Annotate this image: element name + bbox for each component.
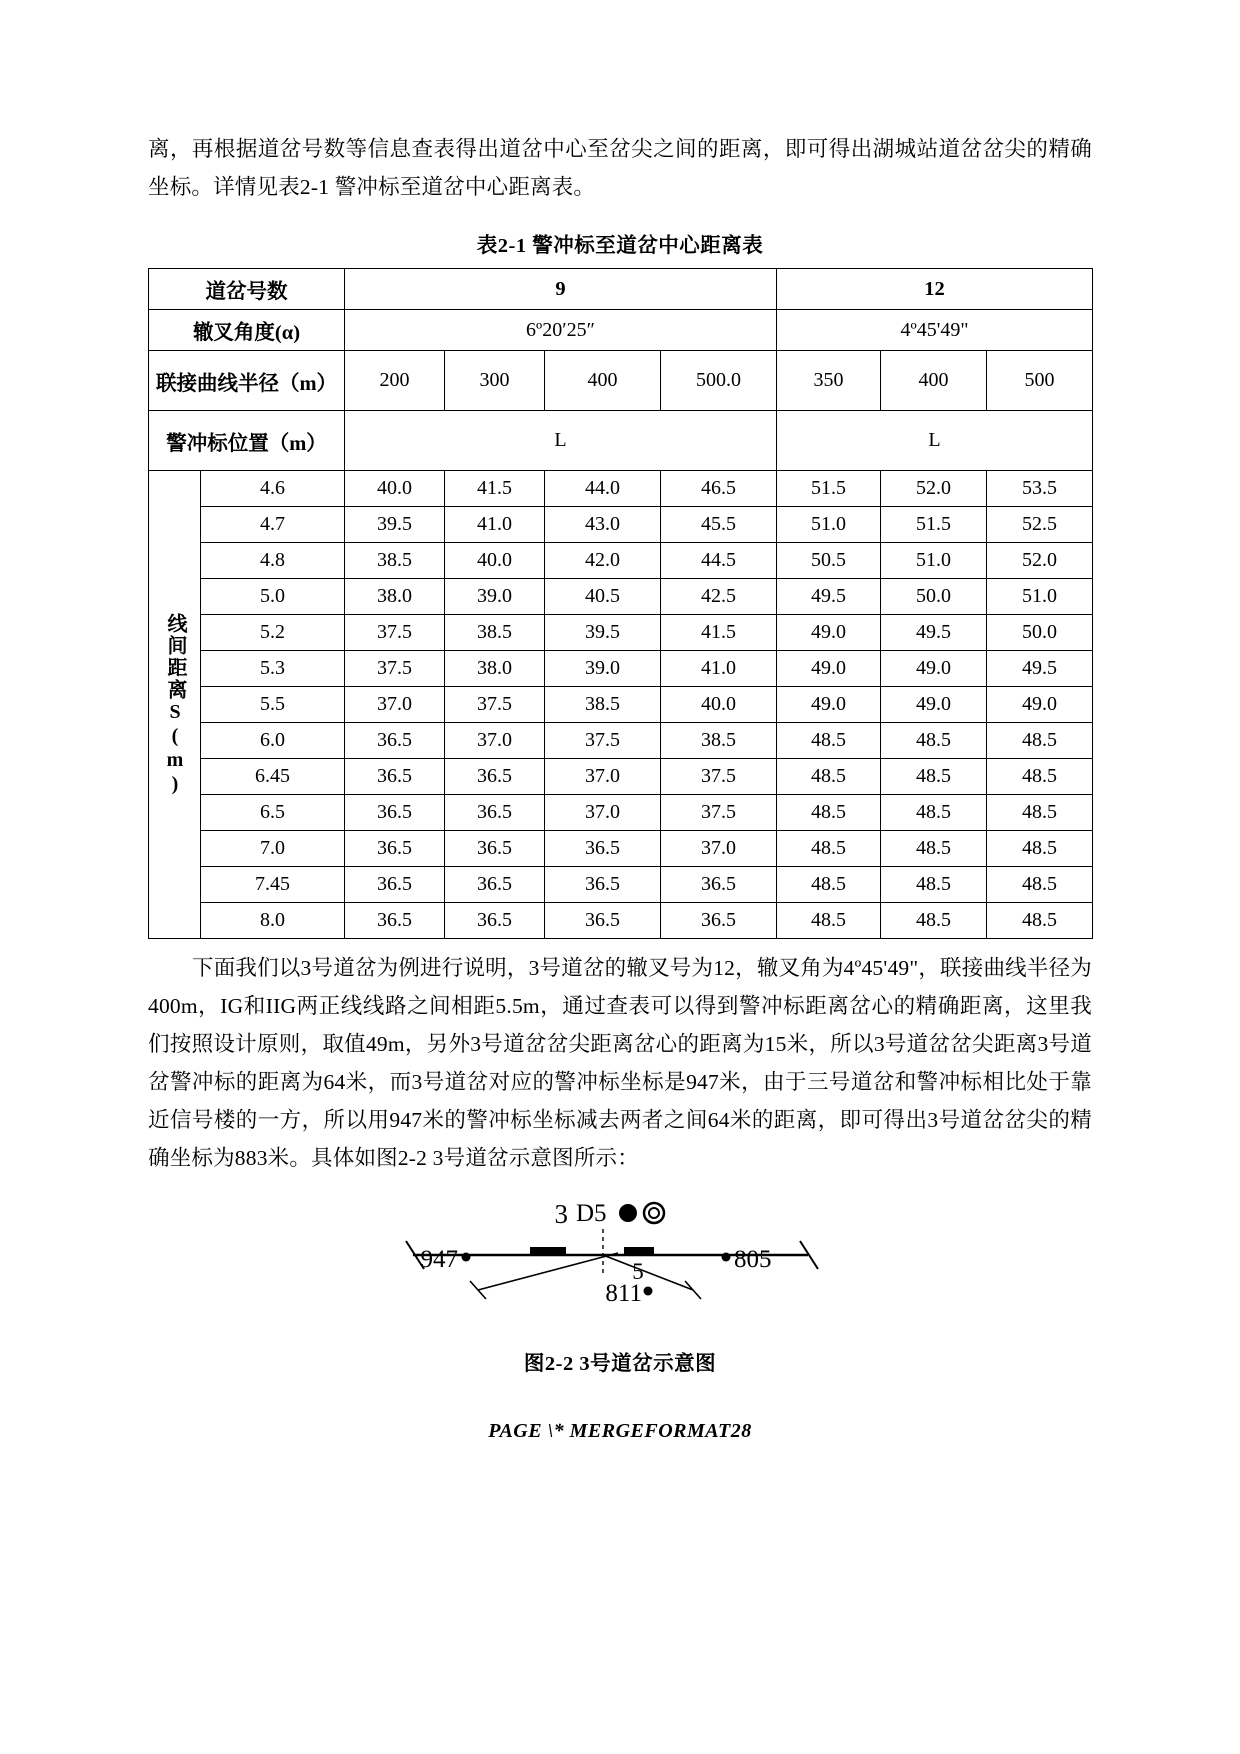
cell-value: 39.0 — [445, 579, 545, 615]
header-radius-400b: 400 — [881, 351, 987, 411]
cell-value: 48.5 — [987, 903, 1093, 939]
cell-value: 40.0 — [445, 543, 545, 579]
cell-value: 48.5 — [777, 795, 881, 831]
cell-value: 36.5 — [445, 795, 545, 831]
header-label-frog-angle: 辙叉角度(α) — [149, 310, 345, 351]
cell-value: 48.5 — [881, 831, 987, 867]
cell-value: 41.0 — [661, 651, 777, 687]
label-coordinate-811: 811 — [605, 1280, 642, 1307]
cell-value: 44.5 — [661, 543, 777, 579]
table-row — [149, 867, 1093, 903]
cell-value: 36.5 — [445, 903, 545, 939]
cell-value: 39.0 — [545, 651, 661, 687]
header-radius-200: 200 — [345, 351, 445, 411]
cell-s: 4.8 — [201, 543, 345, 579]
cell-value: 51.5 — [777, 471, 881, 507]
cell-value: 38.5 — [661, 723, 777, 759]
cell-value: 36.5 — [345, 723, 445, 759]
table-row — [149, 687, 1093, 723]
figure-caption: 图2-2 3号道岔示意图 — [523, 1353, 717, 1375]
signal-circle-inner — [649, 1208, 659, 1218]
cell-value: 52.5 — [987, 507, 1093, 543]
header-radius-500: 500 — [987, 351, 1093, 411]
table-row — [149, 723, 1093, 759]
cell-s: 4.6 — [201, 471, 345, 507]
cell-value: 36.5 — [345, 831, 445, 867]
header-radius-400: 400 — [545, 351, 661, 411]
cell-value: 37.5 — [345, 651, 445, 687]
cell-value: 50.0 — [987, 615, 1093, 651]
cell-s: 7.0 — [201, 831, 345, 867]
cell-value: 38.0 — [445, 651, 545, 687]
cell-value: 36.5 — [345, 867, 445, 903]
table-row — [149, 543, 1093, 579]
cell-value: 44.0 — [545, 471, 661, 507]
cell-value: 48.5 — [881, 867, 987, 903]
side-label-track-spacing — [149, 471, 201, 939]
cell-value: 38.5 — [345, 543, 445, 579]
cell-value: 49.0 — [987, 687, 1093, 723]
cell-value: 36.5 — [445, 867, 545, 903]
cell-s: 5.0 — [201, 579, 345, 615]
header-value-switch-12: 12 — [777, 269, 1093, 310]
header-label-marker-position: 警冲标位置（m） — [149, 411, 345, 471]
cell-value: 37.5 — [661, 795, 777, 831]
header-value-L-12: L — [777, 411, 1093, 471]
cell-value: 52.0 — [881, 471, 987, 507]
cell-value: 48.5 — [777, 867, 881, 903]
cell-value: 40.0 — [661, 687, 777, 723]
switch-diagram-svg — [148, 1195, 1092, 1330]
branch-right-end-mark — [685, 1281, 701, 1299]
table-row-header-switch-number — [149, 269, 1093, 310]
distance-table — [148, 268, 1093, 939]
cell-value: 48.5 — [987, 759, 1093, 795]
cell-value: 36.5 — [345, 795, 445, 831]
side-label-text: 线间距离S(m) — [164, 612, 186, 797]
cell-value: 49.5 — [987, 651, 1093, 687]
cell-value: 48.5 — [777, 831, 881, 867]
cell-value: 41.5 — [445, 471, 545, 507]
cell-value: 49.5 — [881, 615, 987, 651]
table-caption: 表2-1 警冲标至道岔中心距离表 — [476, 235, 764, 257]
label-d5: D5 — [576, 1200, 607, 1227]
header-radius-500-0: 500.0 — [661, 351, 777, 411]
cell-value: 42.5 — [661, 579, 777, 615]
header-value-angle-12: 4º45'49" — [777, 310, 1093, 351]
track-block-right — [624, 1247, 654, 1254]
cell-value: 37.0 — [545, 795, 661, 831]
branch-left-end-mark — [470, 1281, 486, 1299]
table-row — [149, 579, 1093, 615]
cell-s: 4.7 — [201, 507, 345, 543]
cell-value: 48.5 — [881, 795, 987, 831]
cell-value: 41.5 — [661, 615, 777, 651]
cell-value: 36.5 — [445, 759, 545, 795]
table-row — [149, 759, 1093, 795]
cell-value: 37.5 — [661, 759, 777, 795]
cell-value: 49.0 — [777, 687, 881, 723]
cell-value: 36.5 — [345, 759, 445, 795]
cell-value: 49.0 — [881, 687, 987, 723]
cell-value: 37.0 — [661, 831, 777, 867]
cell-value: 46.5 — [661, 471, 777, 507]
cell-s: 6.5 — [201, 795, 345, 831]
cell-value: 36.5 — [345, 903, 445, 939]
cell-value: 38.0 — [345, 579, 445, 615]
cell-value: 37.5 — [345, 615, 445, 651]
cell-value: 48.5 — [881, 903, 987, 939]
cell-value: 39.5 — [345, 507, 445, 543]
cell-value: 43.0 — [545, 507, 661, 543]
cell-value: 37.5 — [445, 687, 545, 723]
header-label-switch-number: 道岔号数 — [149, 269, 345, 310]
cell-value: 48.5 — [987, 867, 1093, 903]
table-row-header-marker-position — [149, 411, 1093, 471]
coordinate-dot-805 — [722, 1253, 731, 1262]
cell-value: 36.5 — [445, 831, 545, 867]
cell-value: 48.5 — [881, 759, 987, 795]
cell-value: 52.0 — [987, 543, 1093, 579]
cell-value: 48.5 — [987, 723, 1093, 759]
cell-value: 53.5 — [987, 471, 1093, 507]
cell-value: 38.5 — [445, 615, 545, 651]
page-content — [148, 130, 1092, 1376]
track-block-left — [530, 1247, 566, 1254]
intro-paragraph: 离，再根据道岔号数等信息查表得出道岔中心至岔尖之间的距离，即可得出湖城站道岔岔尖的精确坐标。详情见表2-1 警冲标至道岔中心距离表。 — [148, 137, 1092, 199]
cell-value: 51.5 — [881, 507, 987, 543]
diverging-line-left — [478, 1253, 618, 1290]
cell-value: 39.5 — [545, 615, 661, 651]
cell-value: 37.0 — [545, 759, 661, 795]
header-label-radius: 联接曲线半径（m） — [149, 351, 345, 411]
cell-value: 49.5 — [777, 579, 881, 615]
table-row-header-radius — [149, 351, 1093, 411]
table-row — [149, 831, 1093, 867]
cell-value: 37.5 — [545, 723, 661, 759]
body-paragraph: 下面我们以3号道岔为例进行说明，3号道岔的辙叉号为12，辙叉角为4º45'49"，联接曲线半径为400m，IG和IIG两正线线路之间相距5.5m，通过查表可以得到警冲标距离岔心的精确距离，这里我们按照设计原则，取值49m，另外3号道岔岔尖距离岔心的距离为15米，所以3号道岔岔尖距离3号道岔警冲标的距离为64米，而3号道岔对应的警冲标坐标是947米，由于三号道岔和警冲标相比处于靠近信号楼的一方，所以用947米的警冲标坐标减去两者之间64米的距离，即可得出3号道岔岔尖的精确坐标为883米。具体如图2-2 3号道岔示意图所示： — [148, 956, 1092, 1170]
table-row — [149, 615, 1093, 651]
label-mid-top: 5 — [632, 1259, 644, 1284]
cell-value: 36.5 — [661, 903, 777, 939]
header-radius-350: 350 — [777, 351, 881, 411]
cell-s: 8.0 — [201, 903, 345, 939]
cell-s: 6.0 — [201, 723, 345, 759]
header-radius-300: 300 — [445, 351, 545, 411]
cell-value: 48.5 — [881, 723, 987, 759]
table-row — [149, 903, 1093, 939]
page-footer: PAGE \* MERGEFORMAT28 — [488, 1420, 752, 1442]
cell-value: 36.5 — [545, 867, 661, 903]
header-value-angle-9: 6º20′25″ — [345, 310, 777, 351]
cell-value: 48.5 — [777, 759, 881, 795]
header-value-L-9: L — [345, 411, 777, 471]
cell-value: 49.0 — [777, 615, 881, 651]
cell-value: 50.5 — [777, 543, 881, 579]
switch-diagram — [148, 1195, 1092, 1330]
cell-value: 42.0 — [545, 543, 661, 579]
cell-value: 36.5 — [545, 903, 661, 939]
cell-value: 40.5 — [545, 579, 661, 615]
coordinate-dot-947 — [462, 1253, 471, 1262]
table-row — [149, 795, 1093, 831]
cell-s: 7.45 — [201, 867, 345, 903]
cell-value: 51.0 — [881, 543, 987, 579]
cell-s: 5.3 — [201, 651, 345, 687]
cell-value: 40.0 — [345, 471, 445, 507]
cell-value: 37.0 — [345, 687, 445, 723]
cell-value: 36.5 — [545, 831, 661, 867]
cell-value: 48.5 — [777, 903, 881, 939]
label-switch-number: 3 — [554, 1199, 568, 1229]
cell-value: 49.0 — [777, 651, 881, 687]
table-row — [149, 507, 1093, 543]
cell-value: 37.0 — [445, 723, 545, 759]
cell-value: 41.0 — [445, 507, 545, 543]
cell-value: 38.5 — [545, 687, 661, 723]
header-value-switch-9: 9 — [345, 269, 777, 310]
cell-value: 51.0 — [987, 579, 1093, 615]
cell-value: 51.0 — [777, 507, 881, 543]
cell-value: 50.0 — [881, 579, 987, 615]
table-row — [149, 471, 1093, 507]
cell-s: 6.45 — [201, 759, 345, 795]
table-row-header-frog-angle — [149, 310, 1093, 351]
signal-dot-filled — [619, 1204, 637, 1222]
cell-value: 48.5 — [987, 795, 1093, 831]
table-row — [149, 651, 1093, 687]
cell-s: 5.2 — [201, 615, 345, 651]
cell-value: 36.5 — [661, 867, 777, 903]
cell-s: 5.5 — [201, 687, 345, 723]
cell-value: 48.5 — [987, 831, 1093, 867]
cell-value: 45.5 — [661, 507, 777, 543]
coordinate-dot-811 — [644, 1287, 653, 1296]
cell-value: 48.5 — [777, 723, 881, 759]
cell-value: 49.0 — [881, 651, 987, 687]
label-coordinate-947: 947 — [420, 1246, 458, 1273]
label-coordinate-805: 805 — [734, 1246, 772, 1273]
